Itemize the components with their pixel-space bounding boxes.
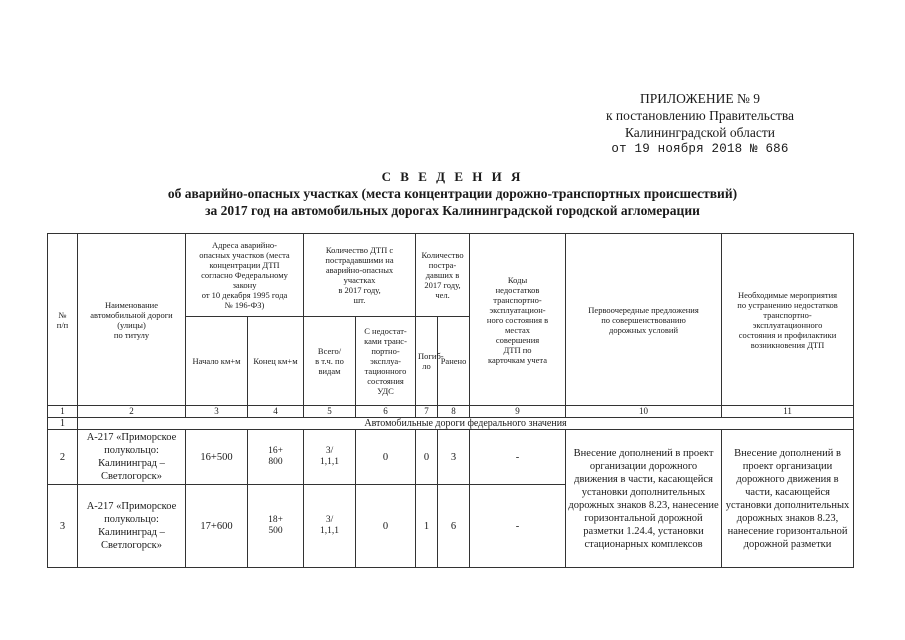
defect-codes: - — [470, 485, 566, 568]
start-km: 17+600 — [186, 485, 248, 568]
column-number: 9 — [470, 406, 566, 418]
priority-proposals: Внесение дополнений в проект организации дорожного движения в части, касающейся установки дополнительных дорожных знаков 8.23, нанесение горизонтальной дорожной разметки 1.24.4, установки стационарных комплексов — [566, 430, 722, 568]
column-number: 1 — [48, 406, 78, 418]
header-start: Начало км+м — [186, 317, 248, 406]
column-number: 2 — [78, 406, 186, 418]
killed-count: 0 — [416, 430, 438, 485]
header-codes: Коды недостатков транспортно- эксплуатацион- ного состояния в местах совершения ДТП по карточкам учета — [470, 234, 566, 406]
column-number-row — [48, 406, 854, 418]
header-killed: Погиб- ло — [416, 317, 438, 406]
column-number: 3 — [186, 406, 248, 418]
row-number: 3 — [48, 485, 78, 568]
column-number: 11 — [722, 406, 854, 418]
column-number: 4 — [248, 406, 304, 418]
document-title — [0, 168, 905, 219]
start-km: 16+500 — [186, 430, 248, 485]
road-name: А-217 «Приморское полукольцо: Калининград – Светлогорск» — [78, 485, 186, 568]
header-injured: Ранено — [438, 317, 470, 406]
title-subject: об аварийно-опасных участках (места концентрации дорожно-транспортных происшествий) — [167, 186, 738, 201]
appendix-header — [560, 90, 840, 158]
required-measures: Внесение дополнений в проект организации дорожного движения в части, касающейся установки дополнительных дорожных знаков 8.23, нанесение горизонтальной дорожной разметки — [722, 430, 854, 568]
road-name: А-217 «Приморское полукольцо: Калининград – Светлогорск» — [78, 430, 186, 485]
injured-count: 3 — [438, 430, 470, 485]
section-title: Автомобильные дороги федерального значения — [78, 418, 854, 430]
end-km: 16+ 800 — [248, 430, 304, 485]
header-victims: Количество постра- давших в 2017 году, чел. — [416, 234, 470, 317]
column-number: 7 — [416, 406, 438, 418]
header-end: Конец км+м — [248, 317, 304, 406]
appendix-region: Калининградской области — [624, 125, 776, 140]
table-row — [48, 430, 854, 485]
end-km: 18+ 500 — [248, 485, 304, 568]
appendix-resolution: к постановлению Правительства — [605, 108, 795, 123]
injured-count: 6 — [438, 485, 470, 568]
appendix-date: от 19 ноября 2018 № 686 — [611, 142, 789, 156]
column-number: 10 — [566, 406, 722, 418]
header-dtp-count: Количество ДТП с пострадавшими на аварийно-опасных участках в 2017 году, шт. — [304, 234, 416, 317]
appendix-number: ПРИЛОЖЕНИЕ № 9 — [639, 91, 761, 106]
column-number: 8 — [438, 406, 470, 418]
defect-codes: - — [470, 430, 566, 485]
title-heading: С В Е Д Е Н И Я — [381, 169, 524, 184]
header-measures: Необходимые мероприятия по устранению недостатков транспортно- эксплуатационного состояния и профилактики возникновения ДТП — [722, 234, 854, 406]
header-total: Всего/ в т.ч. по видам — [304, 317, 356, 406]
accident-sites-table — [47, 233, 854, 568]
section-number: 1 — [48, 418, 78, 430]
header-num: № п/п — [48, 234, 78, 406]
header-proposals: Первоочередные предложения по совершенствованию дорожных условий — [566, 234, 722, 406]
dtp-with-defects: 0 — [356, 485, 416, 568]
column-number: 5 — [304, 406, 356, 418]
header-road: Наименование автомобильной дороги (улицы) по титулу — [78, 234, 186, 406]
dtp-total: 3/ 1,1,1 — [304, 485, 356, 568]
dtp-total: 3/ 1,1,1 — [304, 430, 356, 485]
section-row — [48, 418, 854, 430]
title-scope: за 2017 год на автомобильных дорогах Калининградской городской агломерации — [205, 203, 700, 218]
row-number: 2 — [48, 430, 78, 485]
killed-count: 1 — [416, 485, 438, 568]
column-number: 6 — [356, 406, 416, 418]
header-row-1 — [48, 234, 854, 317]
header-with-defects: С недостат- ками транс- портно- эксплуа- тационного состояния УДС — [356, 317, 416, 406]
dtp-with-defects: 0 — [356, 430, 416, 485]
header-address: Адреса аварийно- опасных участков (места концентрации ДТП согласно Федеральному закону от 10 декабря 1995 года № 196-ФЗ) — [186, 234, 304, 317]
